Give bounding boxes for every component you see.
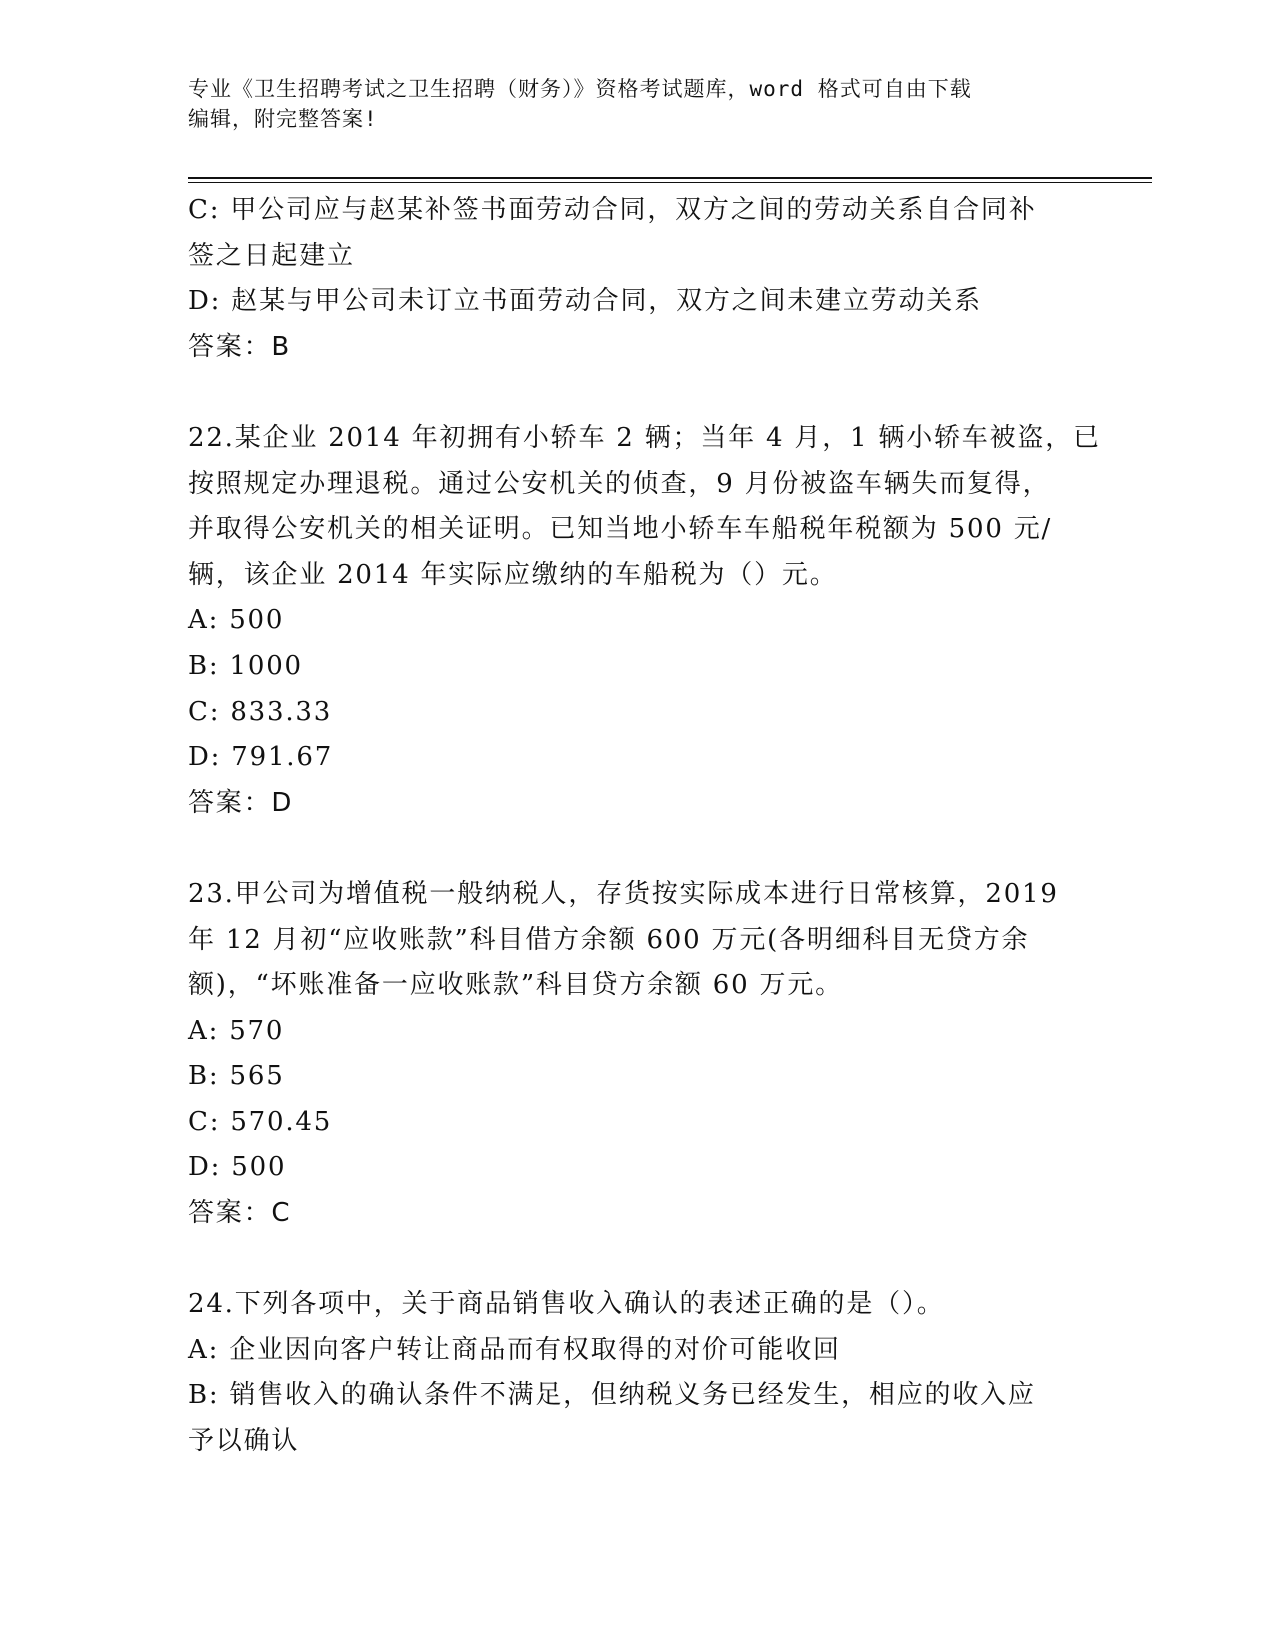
q23-answer: 答案：C xyxy=(188,1198,292,1229)
q23-stem-line-3: 额)，“坏账准备一应收账款”科目贷方余额 60 万元。 xyxy=(188,970,843,1001)
q22-stem-line-4: 辆，该企业 2014 年实际应缴纳的车船税为（）元。 xyxy=(188,559,838,590)
q22-stem-line-2: 按照规定办理退税。通过公安机关的侦查，9 月份被盗车辆失而复得， xyxy=(188,468,1051,499)
q24-option-b-line-2: 予以确认 xyxy=(188,1426,300,1457)
q23-option-b: B: 565 xyxy=(188,1061,285,1092)
q21-option-c-line-2: 签之日起建立 xyxy=(188,240,355,271)
header-divider-thick xyxy=(188,177,1152,179)
q22-stem-line-3: 并取得公安机关的相关证明。已知当地小轿车车船税年税额为 500 元/ xyxy=(188,514,1053,545)
q23-option-d: D: 500 xyxy=(188,1152,287,1183)
q21-option-d: D: 赵某与甲公司未订立书面劳动合同，双方之间未建立劳动关系 xyxy=(188,286,982,317)
question-23 xyxy=(188,872,1088,1237)
document-header xyxy=(188,74,1088,134)
q21-answer: 答案：B xyxy=(188,331,292,362)
question-22 xyxy=(188,416,1101,826)
q23-stem-line-2: 年 12 月初“应收账款”科目借方余额 600 万元(各明细科目无贷方余 xyxy=(188,924,1030,955)
q21-option-c-line-1: C: 甲公司应与赵某补签书面劳动合同，双方之间的劳动关系自合同补 xyxy=(188,195,1037,225)
header-line-1: 专业《卫生招聘考试之卫生招聘（财务）》资格考试题库，word 格式可自由下载 xyxy=(188,77,972,101)
question-21 xyxy=(188,188,1088,370)
document-body xyxy=(188,188,1101,1465)
spacer xyxy=(188,826,1088,872)
q22-option-c: C: 833.33 xyxy=(188,696,333,727)
header-line-2: 编辑，附完整答案! xyxy=(188,107,378,131)
q22-answer: 答案：D xyxy=(188,787,294,818)
q24-option-b-line-1: B: 销售收入的确认条件不满足，但纳税义务已经发生，相应的收入应 xyxy=(188,1380,1036,1411)
q22-option-a: A: 500 xyxy=(188,605,285,636)
q24-stem-line-1: 24.下列各项中，关于商品销售收入确认的表述正确的是（）。 xyxy=(188,1289,945,1320)
q22-option-b: B: 1000 xyxy=(188,650,303,681)
spacer xyxy=(188,370,1088,416)
q23-option-a: A: 570 xyxy=(188,1015,285,1046)
header-divider-thin xyxy=(188,182,1152,183)
spacer xyxy=(188,1237,1088,1283)
q22-option-d: D: 791.67 xyxy=(188,742,334,773)
q24-option-a: A: 企业因向客户转让商品而有权取得的对价可能收回 xyxy=(188,1334,841,1365)
q23-option-c: C: 570.45 xyxy=(188,1106,333,1137)
question-24 xyxy=(188,1282,1088,1464)
q23-stem-line-1: 23.甲公司为增值税一般纳税人，存货按实际成本进行日常核算，2019 xyxy=(188,878,1059,909)
q22-stem-line-1: 22.某企业 2014 年初拥有小轿车 2 辆；当年 4 月，1 辆小轿车被盗，已 xyxy=(188,422,1101,453)
